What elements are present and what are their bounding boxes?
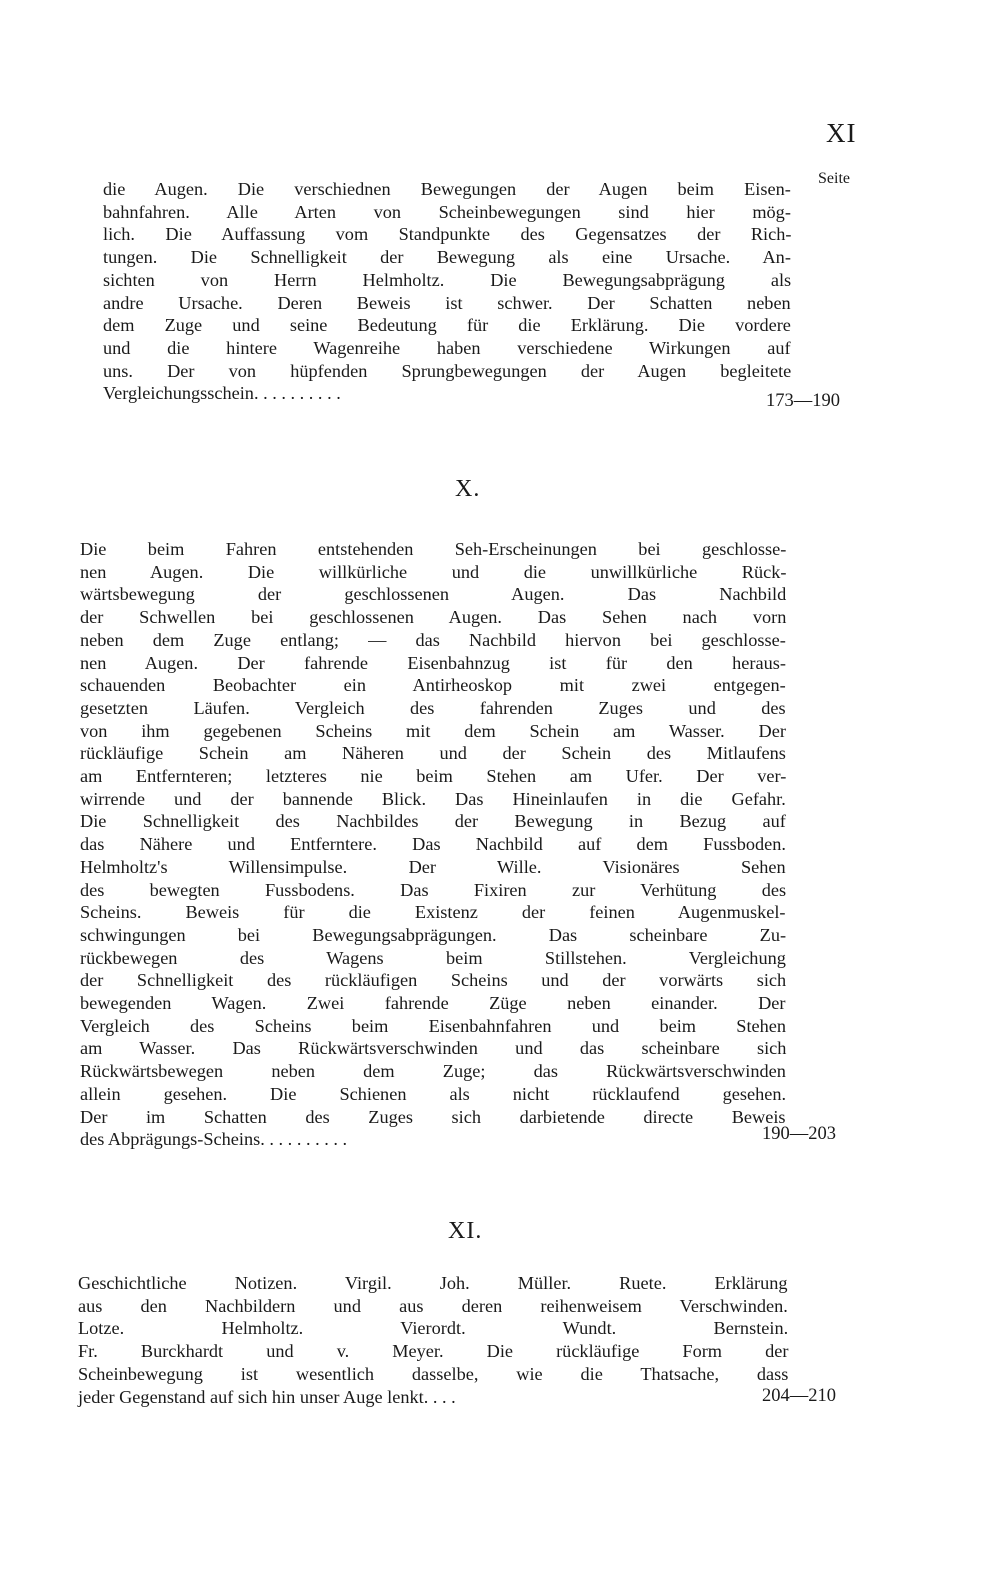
text-line: sichten von Herrn Helmholtz. Die Bewegungsabprägung als	[103, 269, 792, 290]
text-line: uns. Der von hüpfenden Sprungbewegungen der Augen begleitete	[103, 360, 792, 381]
text-line: aus den Nachbildern und aus deren reihenweisem Verschwinden.	[78, 1295, 788, 1316]
section-heading: XI.	[448, 1218, 483, 1244]
text-line: Fr. Burckhardt und v. Meyer. Die rückläufige Form der	[78, 1341, 789, 1362]
text-line: die Augen. Die verschiednen Bewegungen der Augen beim Eisen-	[103, 179, 791, 199]
text-line: andre Ursache. Deren Beweis ist schwer. Der Schatten neben	[103, 292, 791, 313]
text-line: Rückwärtsbewegen neben dem Zuge; das Rückwärtsverschwinden	[80, 1061, 786, 1082]
text-line: schwingungen bei Bewegungsabprägungen. Das scheinbare Zu-	[80, 924, 787, 945]
text-line: rückbewegen des Wagens beim Stillstehen. Vergleichung	[80, 947, 786, 968]
text-line: das Nähere und Entferntere. Das Nachbild auf dem Fussboden.	[80, 834, 786, 855]
text-line: rückläufige Schein am Näheren und der Schein des Mitlaufens	[80, 743, 786, 764]
text-line: am Wasser. Das Rückwärtsverschwinden und das scheinbare sich	[80, 1038, 787, 1059]
text-line: des bewegten Fussbodens. Das Fixiren zur Verhütung des	[80, 879, 787, 900]
section-heading: X.	[455, 476, 481, 502]
text-line: Die Schnelligkeit des Nachbildes der Bewegung in Bezug auf	[80, 811, 786, 832]
text-line: Vergleichungsschein. . . . . . . . . .	[103, 383, 341, 404]
text-line: bahnfahren. Alle Arten von Scheinbewegungen sind hier mög-	[103, 201, 791, 222]
text-line: tungen. Die Schnelligkeit der Bewegung als eine Ursache. An-	[103, 247, 791, 268]
text-line: Scheins. Beweis für die Existenz der feinen Augenmuskel-	[80, 902, 786, 923]
text-line: Helmholtz's Willensimpulse. Der Wille. Visionäres Sehen	[80, 856, 786, 877]
toc-entry-ix	[103, 178, 791, 405]
text-line: Lotze. Helmholtz. Vierordt. Wundt. Bernstein.	[78, 1318, 789, 1339]
text-line: wirrende und der bannende Blick. Das Hineinlaufen in die Gefahr.	[80, 788, 786, 809]
text-line: Die beim Fahren entstehenden Seh-Erscheinungen bei geschlosse-	[80, 539, 787, 559]
text-line: Scheinbewegung ist wesentlich dasselbe, wie die Thatsache, dass	[78, 1363, 789, 1384]
text-line: allein gesehen. Die Schienen als nicht rücklaufend gesehen.	[80, 1083, 787, 1104]
toc-entry-x	[80, 538, 786, 1151]
text-line: der Schwellen bei geschlossenen Augen. Das Sehen nach vorn	[80, 607, 787, 628]
toc-entry-xi	[78, 1272, 788, 1408]
text-line: nen Augen. Die willkürliche und die unwillkürliche Rück-	[80, 561, 787, 582]
text-line: neben dem Zuge entlang; — das Nachbild hiervon bei geschlosse-	[80, 629, 786, 650]
text-line: Vergleich des Scheins beim Eisenbahnfahren und beim Stehen	[80, 1015, 787, 1036]
text-line: jeder Gegenstand auf sich hin unser Auge lenkt. . . .	[78, 1386, 456, 1407]
text-line: nen Augen. Der fahrende Eisenbahnzug ist für den heraus-	[80, 652, 786, 673]
text-line: bewegenden Wagen. Zwei fahrende Züge neben einander. Der	[80, 993, 786, 1014]
text-line: lich. Die Auffassung vom Standpunkte des Gegensatzes der Rich-	[103, 224, 792, 245]
text-line: dem Zuge und seine Bedeutung für die Erklärung. Die vordere	[103, 315, 791, 336]
text-line: gesetzten Läufen. Vergleich des fahrenden Zuges und des	[80, 697, 786, 718]
page-range: 173—190	[766, 391, 840, 411]
text-line: schauenden Beobachter ein Antirheoskop mit zwei entgegen-	[80, 675, 786, 696]
page-range: 204—210	[762, 1386, 836, 1406]
text-line: von ihm gegebenen Scheins mit dem Schein am Wasser. Der	[80, 720, 786, 741]
page-range: 190—203	[762, 1124, 836, 1144]
text-line: am Entfernteren; letzteres nie beim Stehen am Ufer. Der ver-	[80, 766, 787, 787]
text-line: und die hintere Wagenreihe haben verschiedene Wirkungen auf	[103, 337, 791, 358]
text-line: Geschichtliche Notizen. Virgil. Joh. Müller. Ruete. Erklärung	[78, 1273, 788, 1293]
text-line: des Abprägungs-Scheins. . . . . . . . . .	[80, 1129, 348, 1150]
page-number: XI	[826, 118, 857, 148]
text-line: Der im Schatten des Zuges sich darbietende directe Beweis	[80, 1106, 786, 1127]
seite-label: Seite	[818, 170, 850, 187]
text-line: der Schnelligkeit des rückläufigen Scheins und der vorwärts sich	[80, 970, 787, 991]
text-line: wärtsbewegung der geschlossenen Augen. Das Nachbild	[80, 584, 787, 605]
